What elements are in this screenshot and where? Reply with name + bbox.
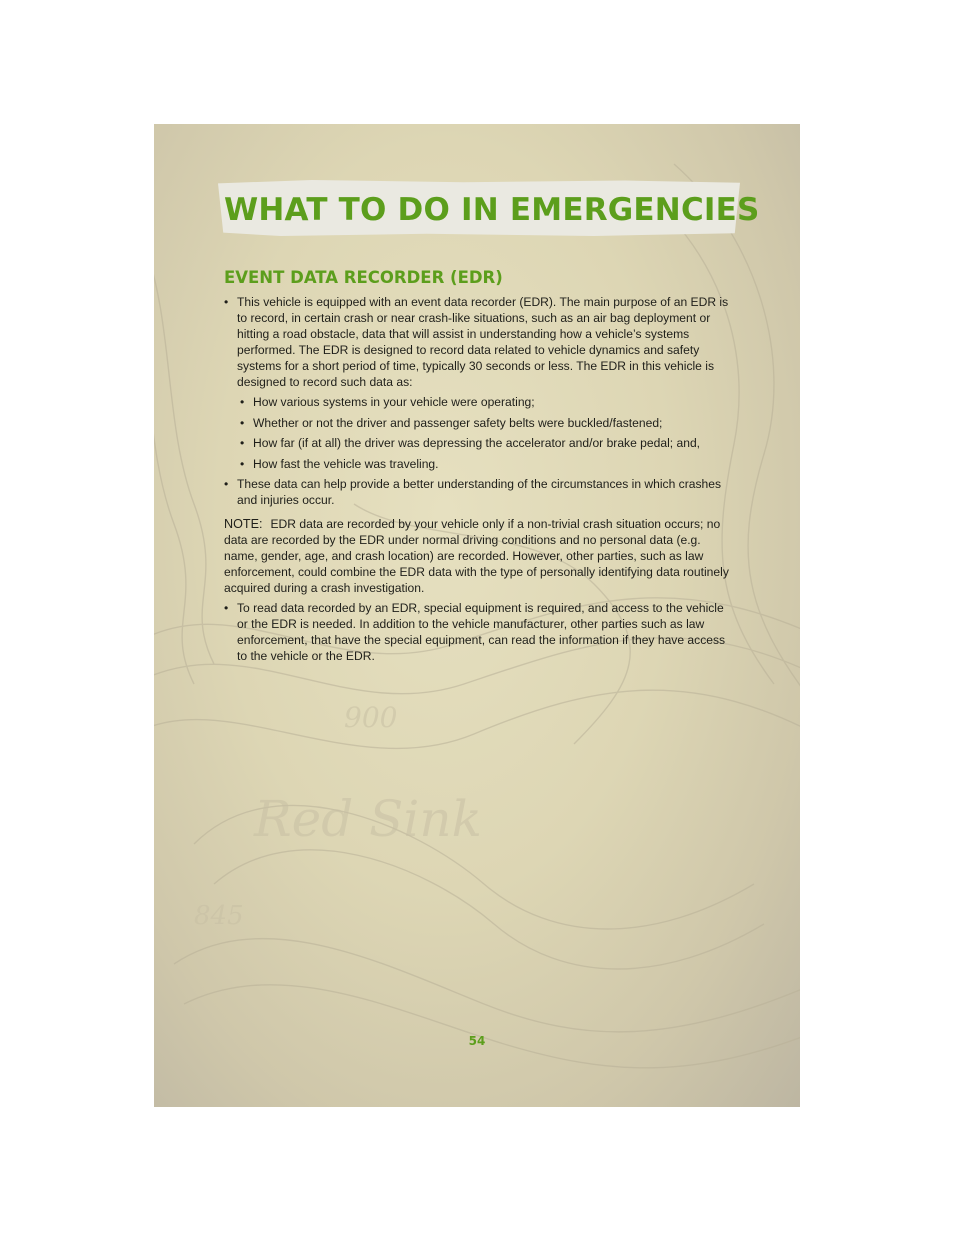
bullet-dot-icon: • [240, 395, 245, 409]
map-elevation-label-900: 900 [344, 701, 398, 734]
bullet-dot-icon: • [240, 415, 245, 430]
bullet-dot-icon: • [224, 477, 229, 491]
page-title: WHAT TO DO IN EMERGENCIES [224, 192, 760, 228]
bullet-item-edr-intro [224, 294, 732, 390]
bullet-dot-icon: • [240, 456, 245, 471]
page-panel [154, 124, 800, 1107]
section-heading: EVENT DATA RECORDER (EDR) [224, 268, 503, 287]
bullet-dot-icon: • [224, 601, 229, 615]
sub-bullet-text: How far (if at all) the driver was depressing the accelerator and/or brake pedal; and, [253, 436, 701, 450]
sub-bullet-item-pedals [224, 435, 732, 451]
content-body [224, 294, 732, 668]
bullet-item-understanding [224, 476, 732, 508]
sub-bullet-item-speed [224, 456, 732, 472]
note-text: EDR data are recorded by your vehicle only if a non-trivial crash situation occurs; no data are recorded by the EDR under normal driving conditions and no personal data (e.g. name, gender, age, and crash location) are recorded. However, other parties, such as law enforcement, could combine the EDR data with the type of personally identifying data routinely acquired during a crash investigation. [224, 517, 729, 595]
sub-bullet-item-belts [224, 415, 732, 431]
bullet-dot-icon: • [240, 436, 245, 450]
note-label: NOTE: [224, 517, 263, 531]
bullet-text: To read data recorded by an EDR, special equipment is required, and access to the vehicle or the EDR is needed. In addition to the vehicle manufacturer, other parties such as law enforcement, that have the special equipment, can read the information if they have access to the vehicle or the EDR. [237, 601, 726, 663]
bullet-text: This vehicle is equipped with an event data recorder (EDR). The main purpose of an EDR is to record, in certain crash or near crash-like situations, such as an air bag deployment or hitting a road obstacle, data that will assist in understanding how a vehicle’s systems performed. The EDR is designed to record data related to vehicle dynamics and safety systems for a short period of time, typically 30 seconds or less. The EDR in this vehicle is designed to record such data as: [237, 295, 729, 389]
map-elevation-label-845: 845 [194, 901, 244, 931]
bullet-item-access [224, 600, 732, 664]
map-place-label: Red Sink [254, 790, 482, 848]
bullet-text: These data can help provide a better understanding of the circumstances in which crashes and injuries occur. [237, 477, 722, 507]
sub-bullet-text: How various systems in your vehicle were operating; [253, 395, 535, 409]
sub-bullet-text: Whether or not the driver and passenger safety belts were buckled/fastened; [253, 415, 663, 430]
page-number: 54 [468, 1034, 486, 1048]
note-paragraph [224, 516, 732, 596]
bullet-dot-icon: • [224, 295, 229, 309]
sub-bullet-text: How fast the vehicle was traveling. [253, 456, 439, 471]
sub-bullet-item-systems [224, 394, 732, 410]
